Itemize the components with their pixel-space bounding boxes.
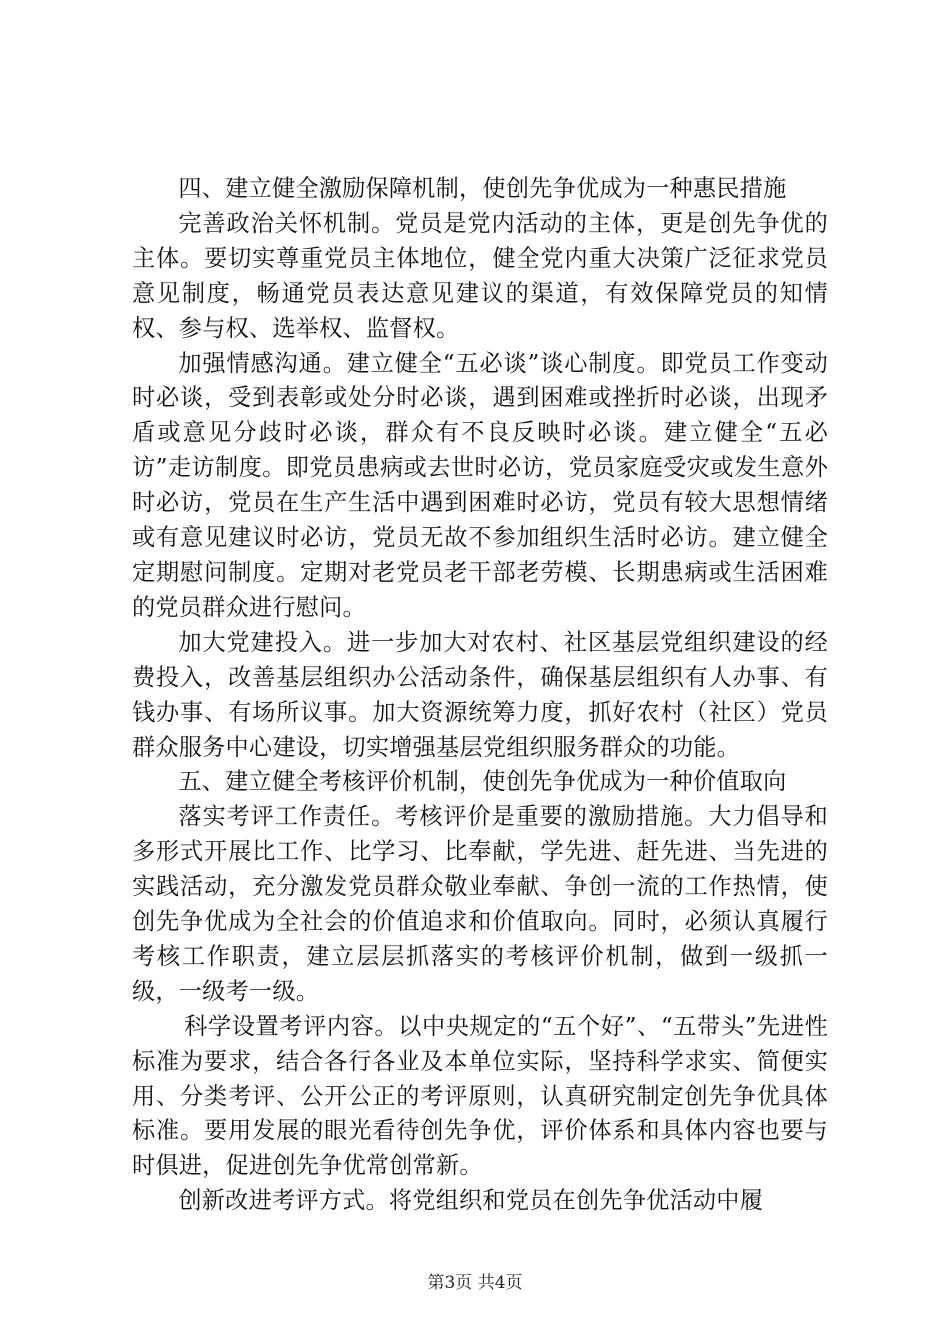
paragraph-evaluation-content: 科学设置考评内容。以中央规定的“五个好”、“五带头”先进性标准为要求，结合各行各业及本单位实际，坚持科学求实、简便实用、分类考评、公开公正的考评原则，认真研究制定创先争优具体标准。要用发展的眼光看待创先争优，评价体系和具体内容也要与时俱进，促进创先争优常创常新。 (132, 1012, 828, 1180)
section-heading-four: 四、建立健全激励保障机制，使创先争优成为一种惠民措施 (178, 175, 787, 202)
paragraph-party-investment: 加大党建投入。进一步加大对农村、社区基层党组织建设的经费投入，改善基层组织办公活动条件，确保基层组织有人办事、有钱办事、有场所议事。加大资源统筹力度，抓好农村（社区）党员群众服务中心建设，切实增强基层党组织服务群众的功能。 (132, 628, 828, 761)
paragraph-evaluation-responsibility: 落实考评工作责任。考核评价是重要的激励措施。大力倡导和多形式开展比工作、比学习、比奉献，学先进、赶先进、当先进的实践活动，充分激发党员群众敬业奉献、争创一流的工作热情，使创先争优成为全社会的价值追求和价值取向。同时，必须认真履行考核工作职责，建立层层抓落实的考核评价机制，做到一级抓一级，一级考一级。 (132, 803, 828, 1005)
document-body (132, 172, 828, 1219)
paragraph-political-care: 完善政治关怀机制。党员是党内活动的主体，更是创先争优的主体。要切实尊重党员主体地位，健全党内重大决策广泛征求党员意见制度，畅通党员表达意见建议的渠道，有效保障党员的知情权、参与权、选举权、监督权。 (132, 209, 828, 342)
paragraph-emotional-communication: 加强情感沟通。建立健全“五必谈”谈心制度。即党员工作变动时必谈，受到表彰或处分时必谈，遇到困难或挫折时必谈，出现矛盾或意见分歧时必谈，群众有不良反映时必谈。建立健全“五必访”走访制度。即党员患病或去世时必访，党员家庭受灾或发生意外时必访，党员在生产生活中遇到困难时必访，党员有较大思想情绪或有意见建议时必访，党员无故不参加组织生活时必访。建立健全定期慰问制度。定期对老党员老干部老劳模、长期患病或生活困难的党员群众进行慰问。 (132, 349, 828, 621)
page-number-footer: 第3页 共4页 (427, 1273, 523, 1293)
section-heading-five: 五、建立健全考核评价机制，使创先争优成为一种价值取向 (178, 768, 787, 796)
paragraph-evaluation-method: 创新改进考评方式。将党组织和党员在创先争优活动中履 (178, 1187, 764, 1215)
